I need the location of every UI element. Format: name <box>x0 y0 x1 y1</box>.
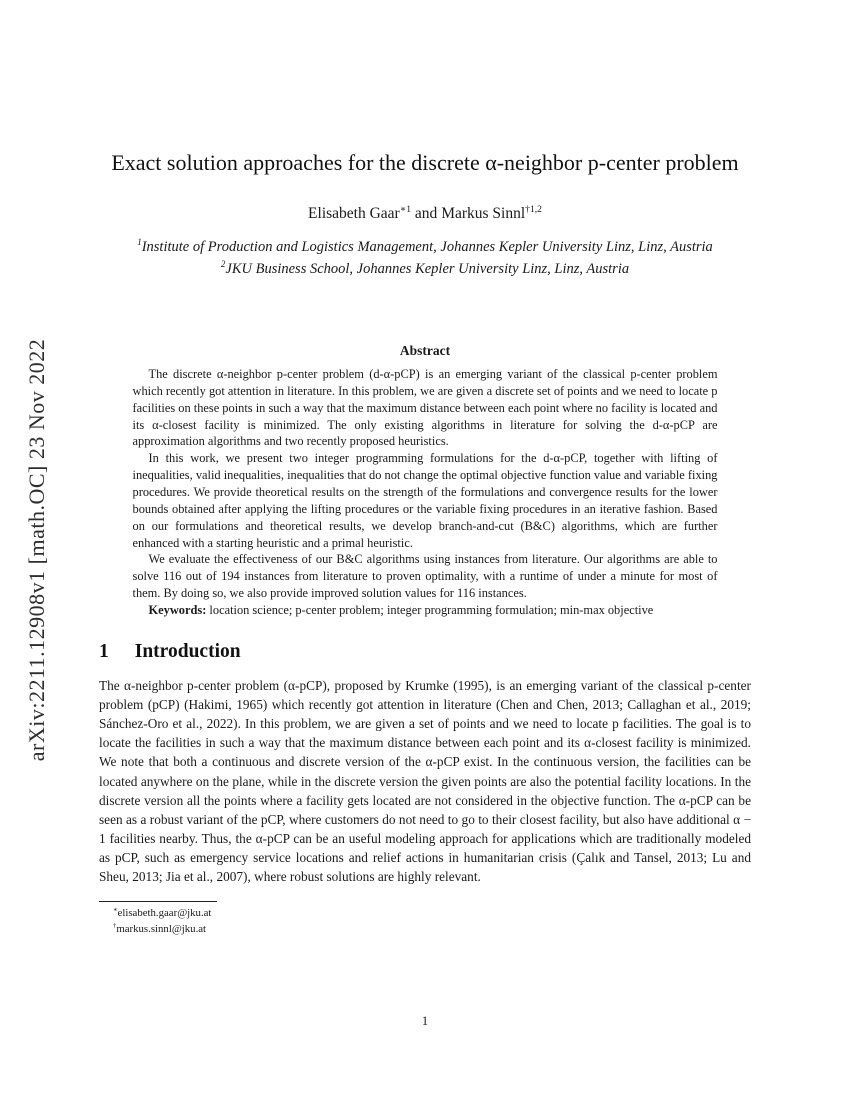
section-number: 1 <box>99 640 109 662</box>
page-number: 1 <box>421 1014 429 1028</box>
affiliation-text: Institute of Production and Logistics Management, Johannes Kepler University Linz, Linz, Austria <box>141 239 713 255</box>
footnote-text: elisabeth.gaar@jku.at <box>117 907 212 920</box>
author-separator: and <box>411 205 442 222</box>
affiliation-superscript: 2 <box>220 259 226 270</box>
footnote <box>99 922 751 938</box>
section-title: Introduction <box>134 640 241 662</box>
section-heading <box>99 641 751 663</box>
abstract-paragraph: In this work, we present two integer programming formulations for the d-α-pCP, together with lifting of inequalities, valid inequalities, inequalities that do not change the optimal objective function value and variable fixing procedures. We provide theoretical results on the strength of the formulations and convergence results for the lower bounds obtained after applying the lifting procedures or the variable fixing procedures in an iterative fashion. Based on our formulations and theoretical results, we develop branch-and-cut (B&C) algorithms, which are further enhanced with a starting heuristic and a primal heuristic. <box>132 451 718 550</box>
abstract-paragraph: We evaluate the effectiveness of our B&C algorithms using instances from literature. Our algorithms are able to solve 116 out of 194 instances from literature to proven optimality, with a runtime of under a minute for most of them. By doing so, we also provide improved solution values for 116 instances. <box>132 552 718 601</box>
footnote <box>99 906 751 922</box>
footnote-marker: ∗ <box>113 906 118 914</box>
affiliation-superscript: 1 <box>137 237 142 248</box>
affiliation <box>80 258 770 280</box>
author-name: Markus Sinnl <box>441 205 526 222</box>
arxiv-watermark: arXiv:2211.12908v1 [math.OC] 23 Nov 2022 <box>24 338 49 762</box>
keywords-text: location science; p-center problem; integer programming formulation; min-max objective <box>206 602 654 617</box>
keywords-line <box>133 602 718 619</box>
footnote-block <box>99 901 751 937</box>
footnote-marker: † <box>113 922 117 930</box>
footnote-rule <box>99 901 217 902</box>
author-superscript: ∗1 <box>399 203 412 215</box>
author-name: Elisabeth Gaar <box>308 205 400 222</box>
intro-paragraph: The α-neighbor p-center problem (α-pCP), proposed by Krumke (1995), is an emerging variant of the classical p-center problem (pCP) (Hakimi, 1965) which recently got attention in literature (Chen and Chen, 2013; Callaghan et al., 2019; Sánchez-Oro et al., 2022). In this problem, we are given a set of points and we need to locate p facilities. The goal is to locate the facilities in such a way that the maximum distance between each point and its α-closest facility is minimized. We note that both a continuous and discrete version of the α-pCP exist. In the continuous version, the facilities can be located anywhere on the plane, while in the discrete version the given points are also the potential facility locations. In the discrete version all the points where a facility gets located are not considered in the objective function. The α-pCP can be seen as a robust variant of the pCP, where customers do not need to go to their closest facility, but also have additional α − 1 facilities nearby. Thus, the α-pCP can be an useful modeling approach for applications which are traditionally modeled as pCP, such as emergency service locations and relief actions in humanitarian crisis (Çalık and Tansel, 2013; Lu and Sheu, 2013; Jia et al., 2007), where robust solutions are highly relevant. <box>99 677 751 885</box>
main-content <box>99 641 751 938</box>
affiliation-text: JKU Business School, Johannes Kepler University Linz, Linz, Austria <box>225 261 630 278</box>
footnote-text: markus.sinnl@jku.at <box>116 923 207 936</box>
author-line <box>0 205 850 223</box>
affiliation-block <box>80 236 770 281</box>
keywords-label: Keywords: <box>148 602 207 617</box>
affiliation <box>80 236 770 258</box>
abstract-paragraph: The discrete α-neighbor p-center problem (d-α-pCP) is an emerging variant of the classical p-center problem which recently got attention in literature. In this problem, we are given a discrete set of points and we need to locate p facilities on these points in such a way that the maximum distance between each point where no facility is located and its α-closest facility is minimized. The only existing algorithms in literature for solving the d-α-pCP are approximation algorithms and two recently proposed heuristics. <box>132 366 718 449</box>
author-superscript: †1,2 <box>525 203 542 215</box>
abstract-body <box>133 366 718 619</box>
paper-title: Exact solution approaches for the discrete α-neighbor p-center problem <box>111 150 739 175</box>
abstract-heading: Abstract <box>399 342 451 358</box>
